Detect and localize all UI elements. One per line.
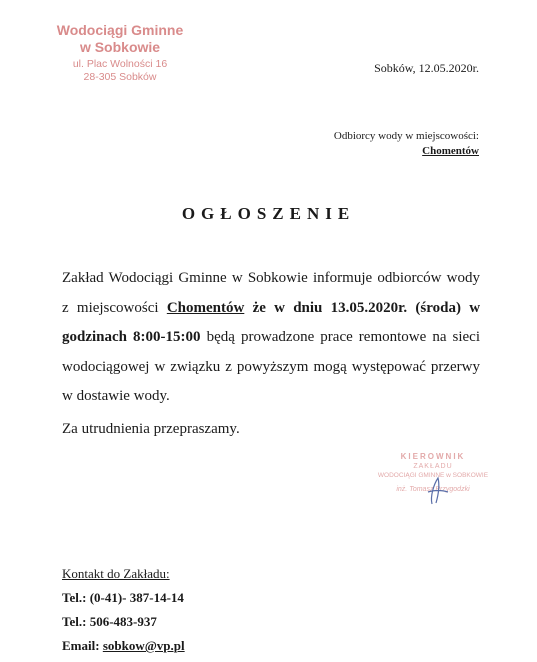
- page-title: OGŁOSZENIE: [181, 204, 356, 223]
- recipients-place: Chomentów: [422, 145, 479, 157]
- stamp-line-name: Wodociągi Gminne: [56, 22, 184, 38]
- company-stamp: [30, 22, 210, 84]
- contact-heading: Kontakt do Zakładu:: [62, 566, 170, 581]
- contact-phone-1: Tel.: (0-41)- 387-14-14: [62, 590, 184, 605]
- contact-block: [62, 562, 185, 658]
- apology-text: Za utrudnienia przepraszamy.: [62, 421, 240, 437]
- stamp-line-street: ul. Plac Wolności 16: [72, 58, 168, 70]
- body-intro: Zakład Wodociągi Gminne w Sobkowie informuje odbiorców wody z miejscowości: [62, 270, 480, 316]
- body-place: Chomentów: [166, 299, 245, 316]
- recipients-block: [334, 129, 479, 159]
- body-details: będą prowadzone prace remontowe na sieci wodociągowej w związku z powyższym mogą występować przerwy w dostawie wody.: [62, 329, 481, 404]
- stamp-line-town: w Sobkowie: [79, 39, 161, 55]
- signature-icon: [418, 470, 458, 510]
- manager-stamp-title: KIEROWNIK: [400, 452, 466, 461]
- contact-email-row: [62, 634, 185, 658]
- contact-email-link[interactable]: sobkow@vp.pl: [102, 638, 185, 653]
- manager-stamp-name: inż. Tomasz Przygodzki: [396, 486, 470, 493]
- stamp-line-postcode: 28-305 Sobków: [83, 71, 157, 83]
- recipients-label: Odbiorcy wody w miejscowości:: [333, 130, 479, 142]
- document-date: Sobków, 12.05.2020r.: [374, 61, 479, 75]
- manager-stamp-company: WODOCIĄGI GMINNE w SOBKOWIE: [377, 472, 489, 479]
- body-schedule: że w dniu 13.05.2020r. (środa) w godzinach 8:00-15:00: [62, 299, 481, 345]
- manager-stamp-dept: ZAKŁADU: [413, 463, 453, 470]
- contact-phone-2: Tel.: 506-483-937: [62, 614, 157, 629]
- announcement-body: [62, 264, 480, 412]
- contact-email-label: Email:: [62, 638, 100, 653]
